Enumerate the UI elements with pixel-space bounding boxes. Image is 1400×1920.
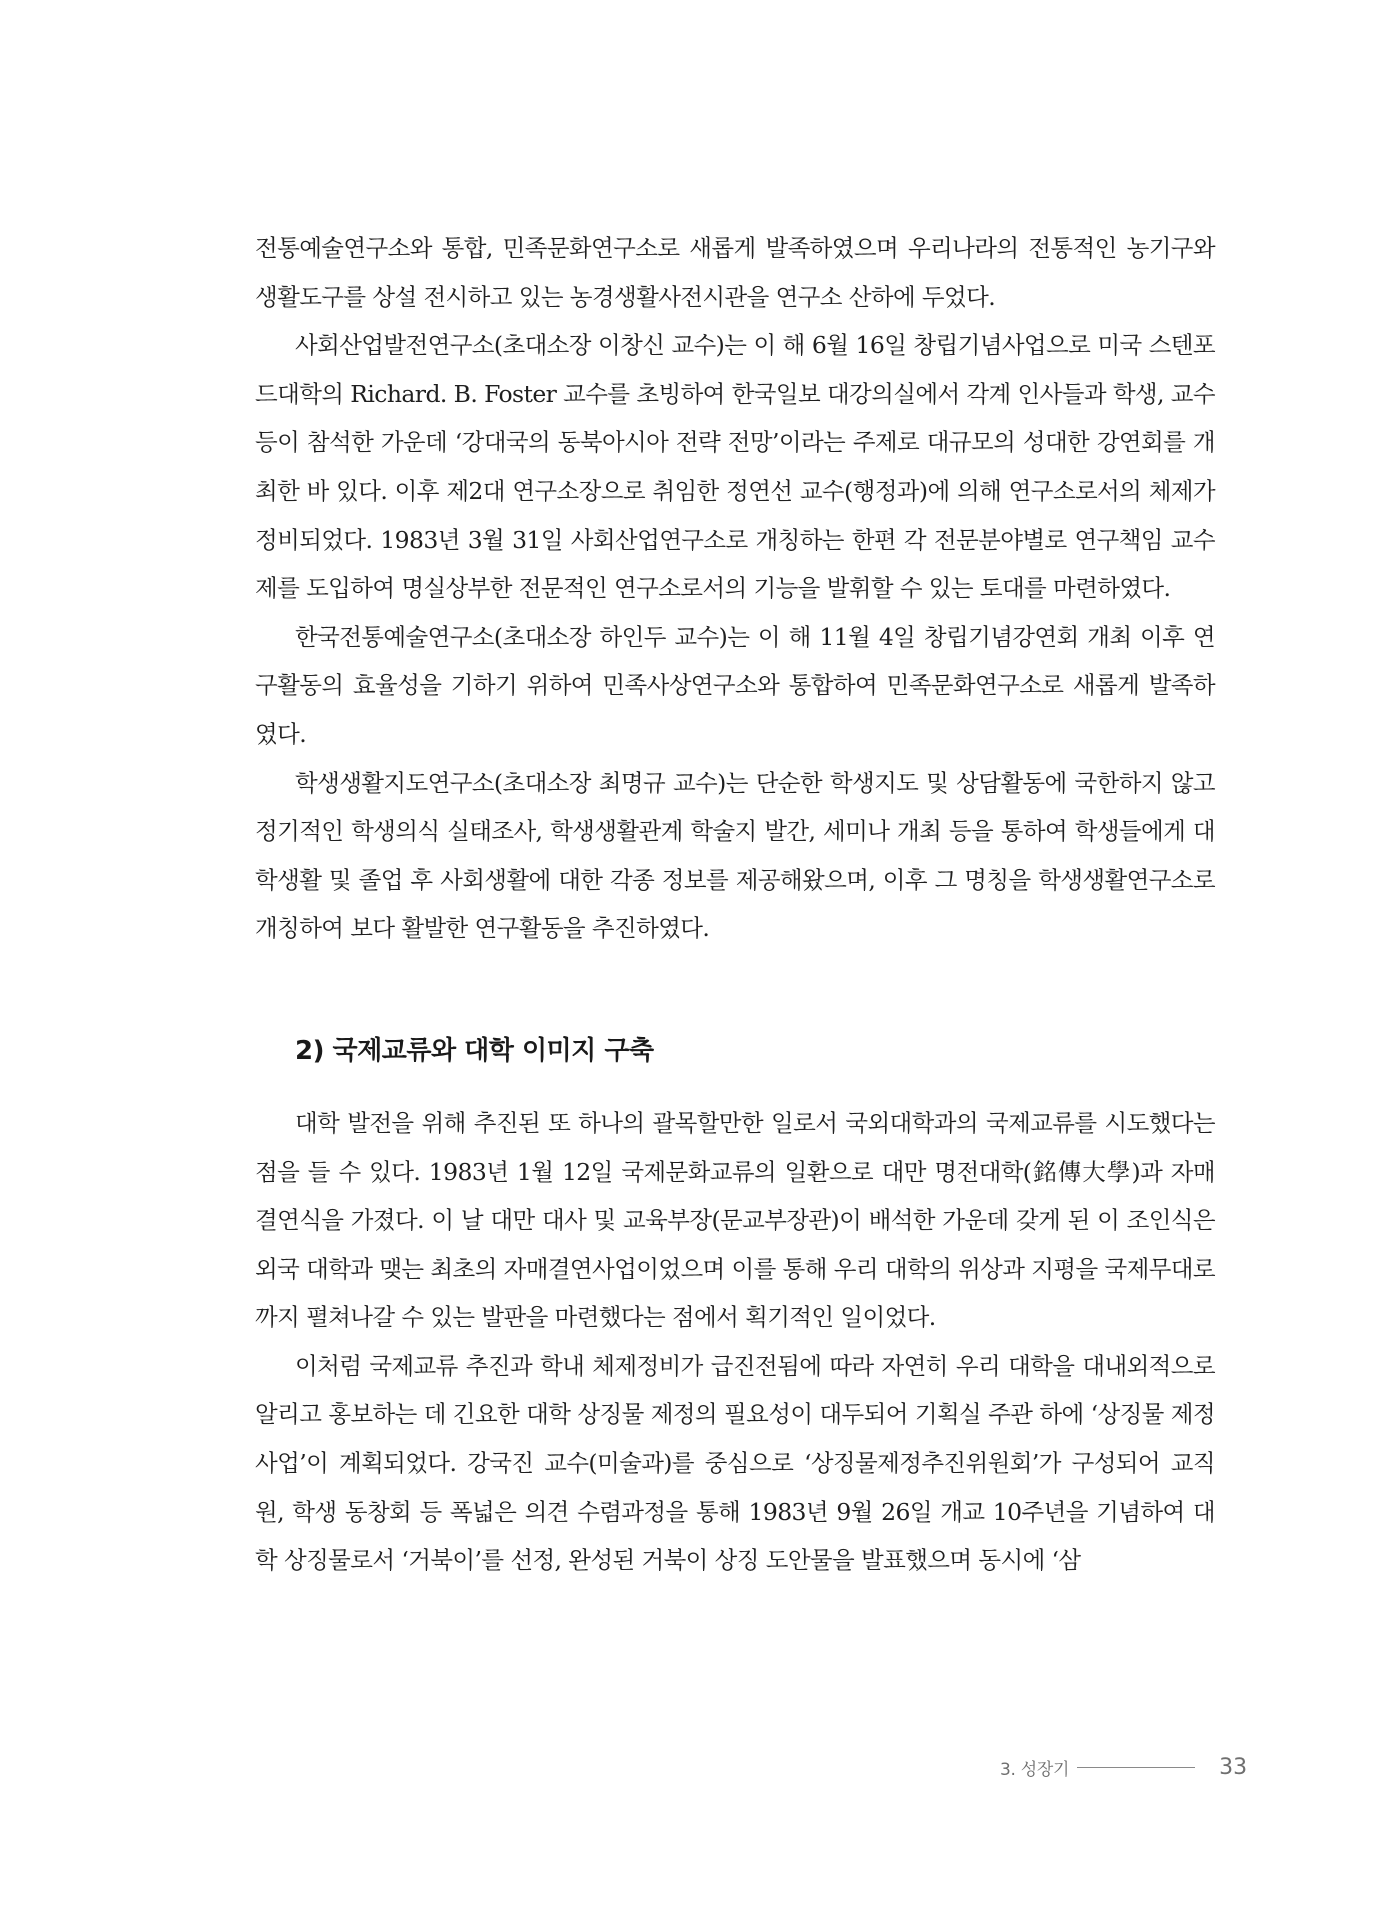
paragraph-traditional-arts-institute: 한국전통예술연구소(초대소장 하인두 교수)는 이 해 11월 4일 창립기념강연회 개최 이후 연구활동의 효율성을 기하기 위하여 민족사상연구소와 통합하여 민족문화연구소로 새롭게 발족하였다. — [255, 622, 1215, 748]
footer-rule — [1077, 1767, 1195, 1768]
paragraph-social-industry-institute: 사회산업발전연구소(초대소장 이창신 교수)는 이 해 6월 16일 창립기념사업으로 미국 스텐포드대학의 Richard. B. Foster 교수를 초빙하여 한국일보 대강의실에서 각계 인사들과 학생, 교수 등이 참석한 가운데 ‘강대국의 동북아시아 전략 전망’이라는 주제로 대규모의 성대한 강연회를 개최한 바 있다. 이후 제2대 연구소장으로 취임한 정연선 교수(행정과)에 의해 연구소로서의 체제가 정비되었다. 1983년 3월 31일 사회산업연구소로 개칭하는 한편 각 전문분야별로 연구책임 교수제를 도입하여 명실상부한 전문적인 연구소로서의 기능을 발휘할 수 있는 토대를 마련하였다. — [255, 331, 1215, 603]
paragraph-continuation: 전통예술연구소와 통합, 민족문화연구소로 새롭게 발족하였으며 우리나라의 전통적인 농기구와 생활도구를 상설 전시하고 있는 농경생활사전시관을 연구소 산하에 두었다. — [255, 234, 1215, 311]
paragraph-international-exchange: 대학 발전을 위해 추진된 또 하나의 괄목할만한 일로서 국외대학과의 국제교류를 시도했다는 점을 들 수 있다. 1983년 1월 12일 국제문화교류의 일환으로 대만 명전대학(銘傳大學)과 자매 결연식을 가졌다. 이 날 대만 대사 및 교육부장(문교부장관)이 배석한 가운데 갖게 된 이 조인식은 외국 대학과 맺는 최초의 자매결연사업이었으며 이를 통해 우리 대학의 위상과 지평을 국제무대로까지 펼쳐나갈 수 있는 발판을 마련했다는 점에서 획기적인 일이었다. — [255, 1108, 1215, 1332]
page-footer — [1000, 1752, 1290, 1782]
section-heading: 2) 국제교류와 대학 이미지 구축 — [295, 1035, 654, 1066]
chapter-label: 3. 성장기 — [1000, 1759, 1070, 1780]
paragraph-university-symbol: 이처럼 국제교류 추진과 학내 체제정비가 급진전됨에 따라 자연히 우리 대학을 대내외적으로 알리고 홍보하는 데 긴요한 대학 상징물 제정의 필요성이 대두되어 기획실 주관 하에 ‘상징물 제정 사업’이 계획되었다. 강국진 교수(미술과)를 중심으로 ‘상징물제정추진위원회’가 구성되어 교직원, 학생 동창회 등 폭넓은 의견 수렴과정을 통해 1983년 9월 26일 개교 10주년을 기념하여 대학 상징물로서 ‘거북이’를 선정, 완성된 거북이 상징 도안물을 발표했으며 동시에 ‘삼 — [255, 1351, 1215, 1575]
page-body — [255, 224, 1215, 1585]
page-number: 33 — [1219, 1754, 1248, 1780]
paragraph-student-life-institute: 학생생활지도연구소(초대소장 최명규 교수)는 단순한 학생지도 및 상담활동에 국한하지 않고 정기적인 학생의식 실태조사, 학생생활관계 학술지 발간, 세미나 개최 등을 통하여 학생들에게 대학생활 및 졸업 후 사회생활에 대한 각종 정보를 제공해왔으며, 이후 그 명칭을 학생생활연구소로 개칭하여 보다 활발한 연구활동을 추진하였다. — [255, 768, 1215, 943]
